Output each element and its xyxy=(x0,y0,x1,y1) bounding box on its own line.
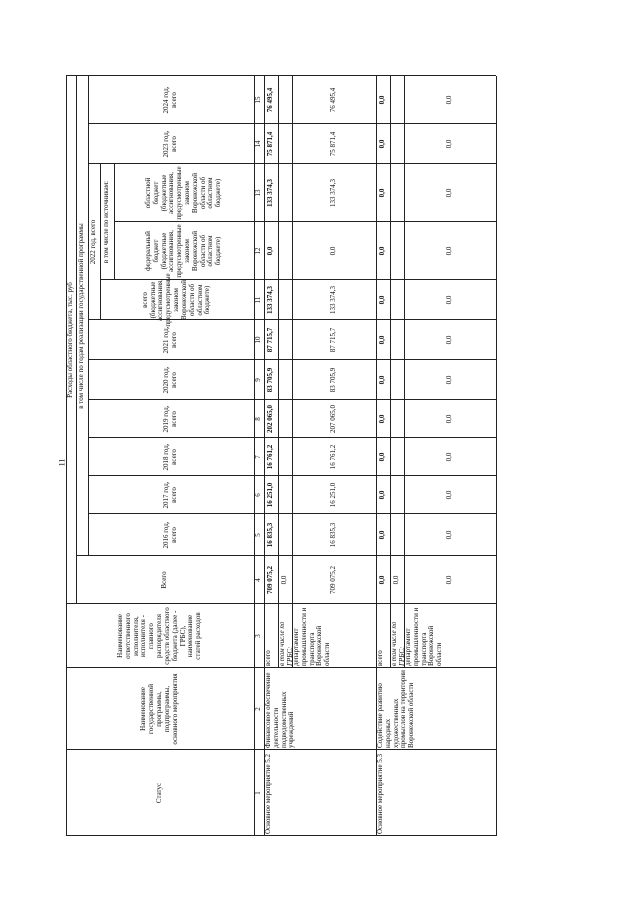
table-cell-value: 202 065,0 xyxy=(266,405,275,433)
table-cell-value: 0,0 xyxy=(266,246,275,256)
row-status: Основное мероприятие 5.2 xyxy=(264,753,272,834)
header-year-2018: 2018 год, всего xyxy=(162,443,178,471)
table-cell-value: 0,0 xyxy=(445,295,454,305)
table-cell-value xyxy=(278,514,292,556)
table-rule xyxy=(66,75,496,76)
table-cell-value: 709 075,2 xyxy=(329,566,338,594)
header-regional-budget: областной бюджет (бюджетные ассигнования, предусмотренные законом Воронежской области об областном бюджете) xyxy=(143,166,223,220)
table-rule xyxy=(114,164,115,280)
header-year-2022: 2022 год, всего xyxy=(89,219,98,265)
table-cell-value: 76 495,4 xyxy=(329,87,338,113)
table-cell-value xyxy=(278,400,292,438)
table-cell-value: 0,0 xyxy=(445,530,454,540)
row-status: Основное мероприятие 5.3 xyxy=(376,753,384,834)
table-rule xyxy=(404,76,405,668)
table-cell-value: 133 374,3 xyxy=(266,179,275,207)
table-rule xyxy=(88,319,496,320)
table-cell-value xyxy=(278,360,292,400)
header-by-sources: в том числе по источникам: xyxy=(102,180,111,264)
header-status: Статус xyxy=(155,782,164,804)
column-number: 5 xyxy=(254,533,263,537)
table-cell-value xyxy=(390,76,404,124)
table-cell-value: 0,0 xyxy=(445,414,454,424)
table-cell-value: 87 715,7 xyxy=(329,327,338,353)
table-cell-value xyxy=(390,360,404,400)
header-by-years: в том числе по годам реализации государственной программы xyxy=(77,223,86,409)
table-rule xyxy=(292,76,293,668)
table-cell-value: 0,0 xyxy=(329,246,338,256)
table-cell-value: 75 871,4 xyxy=(266,131,275,157)
table-rule xyxy=(88,163,496,164)
table-cell-value: 0,0 xyxy=(378,295,387,305)
column-number: 8 xyxy=(254,417,263,421)
table-cell-value: 0,0 xyxy=(445,246,454,256)
table-cell-value: 709 075,2 xyxy=(266,566,275,594)
table-cell-value: 0,0 xyxy=(378,414,387,424)
header-expenses-title: Расходы областного бюджета, тыс. руб xyxy=(66,282,75,398)
table-cell-value: 0,0 xyxy=(445,139,454,149)
header-year-2017: 2017 год, всего xyxy=(162,481,178,509)
table-cell-value xyxy=(390,124,404,164)
table-cell-value: 16 251,0 xyxy=(329,482,338,508)
row-executor-label: департамент промышленности и транспорта Воронежской области xyxy=(404,607,444,666)
row-executor-label: в том числе по ГРБС: xyxy=(390,621,406,666)
table-rule xyxy=(66,667,496,668)
table-cell-value: 83 705,9 xyxy=(329,367,338,393)
row-program-name: Содействие развитию народных художественных промыслов на территории Воронежской области xyxy=(376,670,416,748)
table-rule xyxy=(76,76,77,604)
table-cell-value xyxy=(390,280,404,320)
table-cell-value xyxy=(390,438,404,476)
header-year-2023: 2023 год, всего xyxy=(162,130,178,158)
header-year-2024: 2024 год, всего xyxy=(162,86,178,114)
row-program-name: Финансовое обеспечение деятельности подведомственных учреждений xyxy=(264,672,296,748)
table-cell-value: 0,0 xyxy=(445,452,454,462)
table-cell-value: 16 761,2 xyxy=(329,444,338,470)
column-number: 12 xyxy=(254,247,263,255)
table-cell-value: 133 374,3 xyxy=(329,179,338,207)
table-rule xyxy=(114,221,496,222)
column-number: 4 xyxy=(254,578,263,582)
table-cell-value: 0,0 xyxy=(378,575,387,585)
table-rule xyxy=(278,76,279,668)
table-cell-value: 16 835,3 xyxy=(266,522,275,548)
table-rule xyxy=(76,555,496,556)
header-federal-budget: федеральный бюджет (бюджетные ассигнования, предусмотренные законом Воронежской области об областном бюджете) xyxy=(143,224,223,278)
table-cell-value: 87 715,7 xyxy=(266,327,275,353)
table-cell-value xyxy=(278,222,292,280)
budget-table xyxy=(66,76,496,836)
header-year-2016: 2016 год, всего xyxy=(162,521,178,549)
header-year-2021: 2021 год, всего xyxy=(162,326,178,354)
header-total: Всего xyxy=(160,571,169,589)
table-cell-value: 0,0 xyxy=(378,452,387,462)
table-cell-value xyxy=(278,76,292,124)
table-cell-value: 133 374,3 xyxy=(266,286,275,314)
header-2022-total: всего (бюджетные ассигнования, предусмотренные законом Воронежской области об областном бюджете) xyxy=(140,273,212,327)
column-number: 2 xyxy=(254,707,263,711)
table-cell-value: 16 251,0 xyxy=(266,482,275,508)
table-rule xyxy=(88,513,496,514)
table-rule xyxy=(66,76,67,836)
column-number: 3 xyxy=(254,634,263,638)
table-rule xyxy=(100,164,101,320)
table-rule xyxy=(88,475,496,476)
page-number: 11 xyxy=(57,458,67,467)
header-year-2020: 2020 год, всего xyxy=(162,366,178,394)
table-cell-value: 0,0 xyxy=(378,490,387,500)
table-cell-value: 16 835,3 xyxy=(329,522,338,548)
table-rule xyxy=(88,399,496,400)
table-cell-value: 0,0 xyxy=(378,246,387,256)
column-number: 11 xyxy=(254,296,263,304)
table-rule xyxy=(376,76,377,836)
table-cell-value xyxy=(390,514,404,556)
table-cell-value xyxy=(278,320,292,360)
column-number: 15 xyxy=(254,96,263,104)
table-rule xyxy=(264,76,265,836)
table-cell-value: 16 761,2 xyxy=(266,444,275,470)
table-cell-value: 0,0 xyxy=(378,139,387,149)
table-cell-value: 0,0 xyxy=(445,490,454,500)
table-cell-value: 0,0 xyxy=(445,375,454,385)
table-rule xyxy=(496,76,497,836)
column-number: 10 xyxy=(254,336,263,344)
table-cell-value: 0,0 xyxy=(392,575,401,585)
table-cell-value: 76 495,4 xyxy=(266,87,275,113)
table-cell-value: 0,0 xyxy=(378,530,387,540)
table-cell-value xyxy=(390,320,404,360)
table-cell-value xyxy=(278,280,292,320)
row-executor-label: всего xyxy=(376,650,384,666)
table-rule xyxy=(390,76,391,668)
table-cell-value: 83 705,9 xyxy=(266,367,275,393)
table-cell-value xyxy=(390,476,404,514)
table-rule xyxy=(66,835,496,836)
column-number: 6 xyxy=(254,493,263,497)
column-number: 13 xyxy=(254,189,263,197)
table-cell-value: 0,0 xyxy=(445,95,454,105)
row-executor-label: в том числе по ГРБС: xyxy=(278,621,294,666)
table-cell-value xyxy=(390,400,404,438)
table-cell-value: 0,0 xyxy=(445,575,454,585)
header-year-2019: 2019 год, всего xyxy=(162,405,178,433)
column-number: 14 xyxy=(254,140,263,148)
table-cell-value xyxy=(278,438,292,476)
table-rule xyxy=(66,603,496,604)
row-executor-label: департамент промышленности и транспорта Воронежской области xyxy=(292,607,332,666)
table-cell-value: 0,0 xyxy=(445,188,454,198)
header-program-name: Наименование государственной программы, подпрограммы, основного мероприятия xyxy=(139,673,179,745)
table-cell-value: 0,0 xyxy=(378,335,387,345)
column-number: 9 xyxy=(254,378,263,382)
table-cell-value: 0,0 xyxy=(378,95,387,105)
table-rule xyxy=(88,123,496,124)
table-cell-value: 207 065,0 xyxy=(329,405,338,433)
table-rule xyxy=(88,76,89,556)
table-rule xyxy=(100,279,496,280)
header-executor: Наименование ответственного исполнителя, исполнителя - главного распорядителя средств областного бюджета (далее - ГРБС), наименование статей расходов xyxy=(115,607,203,665)
table-cell-value xyxy=(278,476,292,514)
column-number: 1 xyxy=(254,791,263,795)
table-cell-value xyxy=(390,222,404,280)
table-rule xyxy=(88,437,496,438)
table-cell-value: 75 871,4 xyxy=(329,131,338,157)
row-executor-label: всего xyxy=(264,650,272,666)
table-cell-value xyxy=(278,124,292,164)
column-number: 7 xyxy=(254,455,263,459)
table-cell-value: 133 374,3 xyxy=(329,286,338,314)
table-cell-value: 0,0 xyxy=(378,375,387,385)
table-cell-value xyxy=(390,164,404,222)
table-rule xyxy=(66,749,496,750)
table-rule xyxy=(254,76,255,836)
table-cell-value: 0,0 xyxy=(280,575,289,585)
table-cell-value: 0,0 xyxy=(378,188,387,198)
table-rule xyxy=(88,359,496,360)
table-cell-value xyxy=(278,164,292,222)
table-cell-value: 0,0 xyxy=(445,335,454,345)
